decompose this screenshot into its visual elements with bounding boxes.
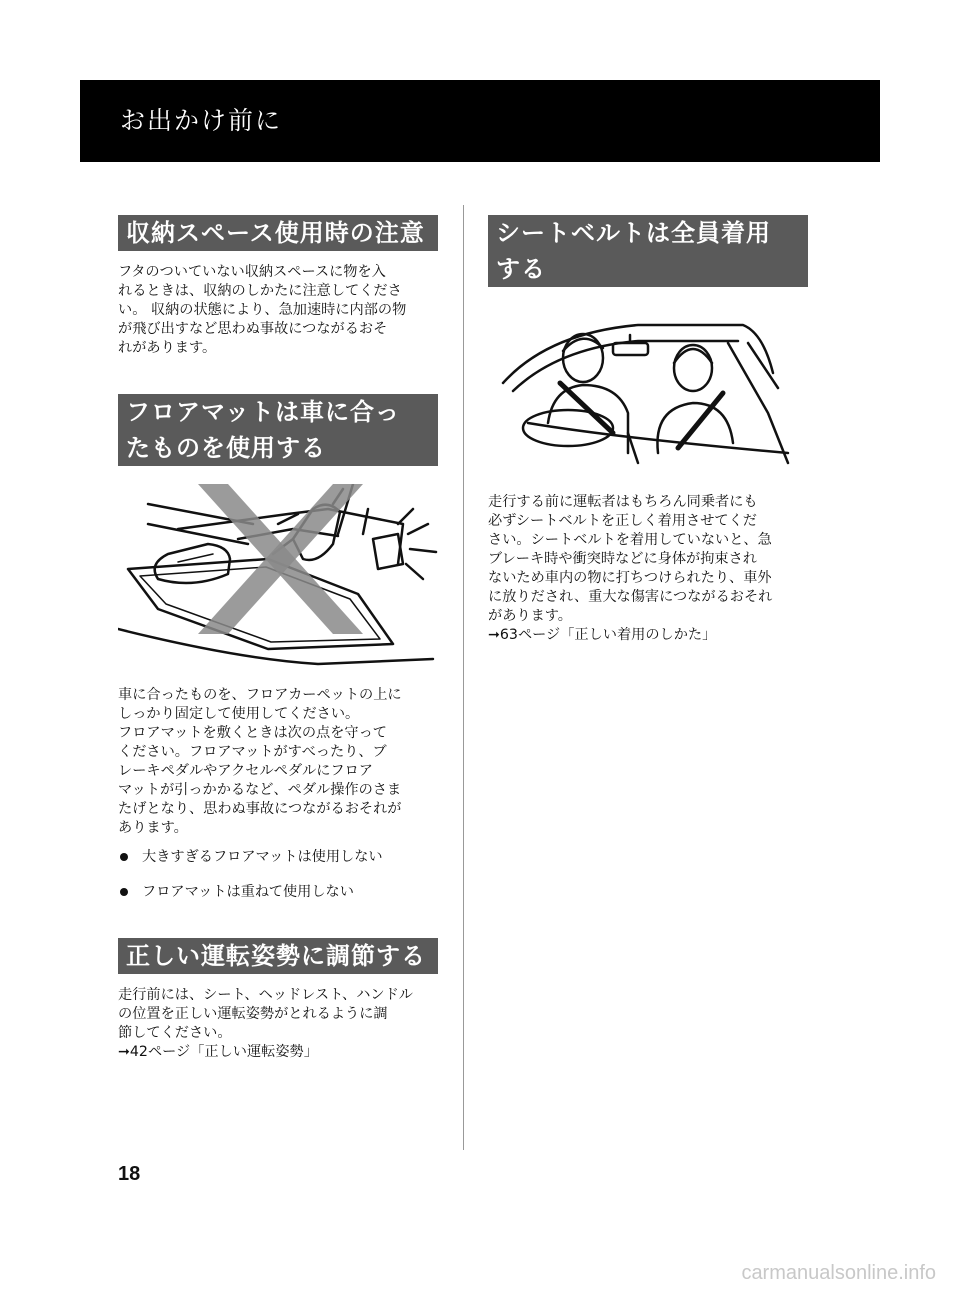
floor-mat-illustration <box>118 484 438 674</box>
storage-heading: 収納スペース使用時の注意 <box>118 215 438 251</box>
seatbelt-heading-line1: シートベルトは全員着用 <box>496 219 771 247</box>
posture-text: 走行前には、シート、ヘッドレスト、ハンドル の位置を正しい運転姿勢がとれるように調 節してください。 <box>118 987 413 1041</box>
bullet-dot-icon <box>120 888 128 896</box>
posture-heading: 正しい運転姿勢に調節する <box>118 938 438 974</box>
floor-mat-bullet-2 <box>118 883 438 902</box>
right-column <box>488 215 808 645</box>
seatbelt-reference: ➞63ページ「正しい着用のしかた」 <box>488 627 717 643</box>
chapter-title: お出かけ前に <box>120 106 283 135</box>
floor-mat-bullet-1 <box>118 848 438 867</box>
bullet-dot-icon <box>120 853 128 861</box>
left-column <box>118 215 438 1062</box>
seatbelt-heading-line2: する <box>496 255 546 283</box>
column-divider <box>463 205 464 1150</box>
posture-reference: ➞42ページ「正しい運転姿勢」 <box>118 1044 318 1060</box>
floor-mat-bullets <box>118 848 438 902</box>
bullet-text: フロアマットは重ねて使用しない <box>142 884 354 900</box>
floor-mat-heading-line1: フロアマットは車に合っ <box>126 398 401 426</box>
watermark: carmanualsonline.info <box>741 1262 936 1284</box>
floor-mat-text: 車に合ったものを、フロアカーペットの上に しっかり固定して使用してください。 フロアマットを敷くときは次の点を守って ください。フロアマットがすべったり、ブ レーキペダルやアクセルペダルにフロア マットが引っかかるなど、ペダル操作のさま たげとなり、思わぬ事故につながるおそれが あります。 <box>118 687 402 836</box>
storage-text: フタのついていない収納スペースに物を入 れるときは、収納のしかたに注意してくださ い。 収納の状態により、急加速時に内部の物 が飛び出すなど思わぬ事故につながるおそ れがあります。 <box>118 264 407 356</box>
floor-mat-heading-line2: たものを使用する <box>126 434 326 462</box>
bullet-text: 大きすぎるフロアマットは使用しない <box>142 849 383 865</box>
page-number: 18 <box>118 1163 141 1185</box>
seatbelt-text: 走行する前に運転者はもちろん同乗者にも 必ずシートベルトを正しく着用させてくだ さい。シートベルトを着用していないと、急 ブレーキ時や衝突時などに身体が拘束され ないため車内の物に打ちつけられたり、車外 に放りだされ、重大な傷害につながるおそれ があります。 <box>488 494 773 624</box>
floor-mat-heading <box>118 394 438 466</box>
seatbelt-heading <box>488 215 808 287</box>
chapter-header <box>80 80 880 162</box>
seatbelt-illustration <box>488 313 808 473</box>
